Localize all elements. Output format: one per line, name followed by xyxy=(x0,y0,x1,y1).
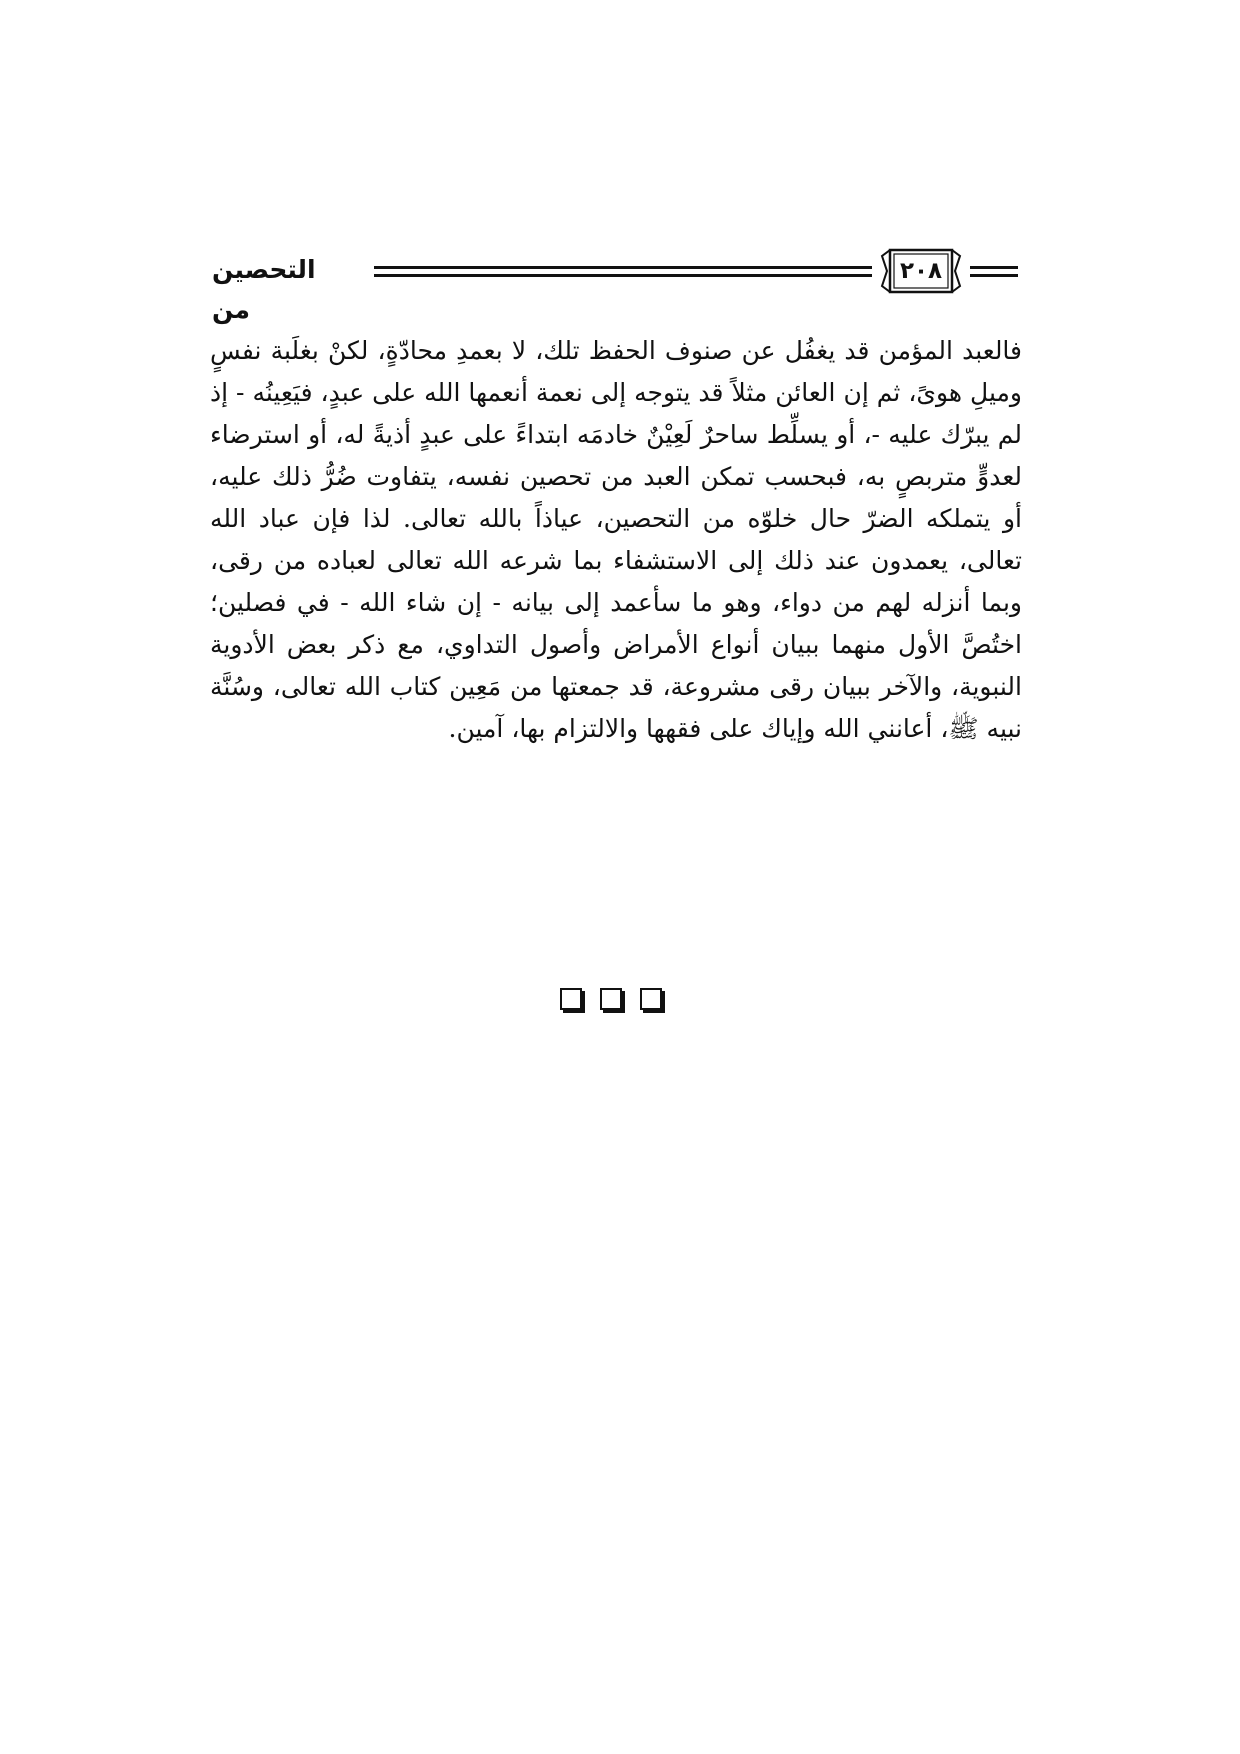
section-end-ornament xyxy=(560,988,668,1014)
header-title: التحصين من xyxy=(212,255,316,324)
header-rule-short-top xyxy=(970,266,1018,269)
page-number: ٢٠٨ xyxy=(899,258,943,284)
square-icon xyxy=(640,988,662,1010)
square-icon xyxy=(560,988,582,1010)
square-icon xyxy=(600,988,622,1010)
page-number-frame xyxy=(880,246,962,296)
header-rule-bottom xyxy=(374,274,872,277)
body-paragraph: فالعبد المؤمن قد يغفُل عن صنوف الحفظ تلك، لا بعمدِ محادّةٍ، لكنْ بغلَبة نفسٍ وميلِ هوىً، ثم إن العائن مثلاً قد يتوجه إلى نعمة أنعمها الله على عبدٍ، فيَعِينُه - إذ لم يبرّك عليه -، أو يسلِّط ساحرٌ لَعِيْنٌ خادمَه ابتداءً على عبدٍ أذيةً له، أو استرضاء لعدوٍّ متربصٍ به، فبحسب تمكن العبد من تحصين نفسه، يتفاوت ضُرُّ ذلك عليه، أو يتملكه الضرّ حال خلوّه من التحصين، عياذاً بالله تعالى. لذا فإن عباد الله تعالى، يعمدون عند ذلك إلى الاستشفاء بما شرعه الله تعالى لعباده من رقى، وبما أنزله لهم من دواء، وهو ما سأعمد إلى بيانه - إن شاء الله - في فصلين؛ اختُصَّ الأول منهما ببيان أنواع الأمراض وأصول التداوي، مع ذكر بعض الأدوية النبوية، والآخر ببيان رقى مشروعة، قد جمعتها من مَعِين كتاب الله تعالى، وسُنَّة نبيه ﷺ، أعانني الله وإياك على فقهها والالتزام بها، آمين. xyxy=(210,336,1022,743)
running-header xyxy=(212,244,1018,324)
header-rule-short-bottom xyxy=(970,274,1018,277)
header-rule-top xyxy=(374,266,872,269)
